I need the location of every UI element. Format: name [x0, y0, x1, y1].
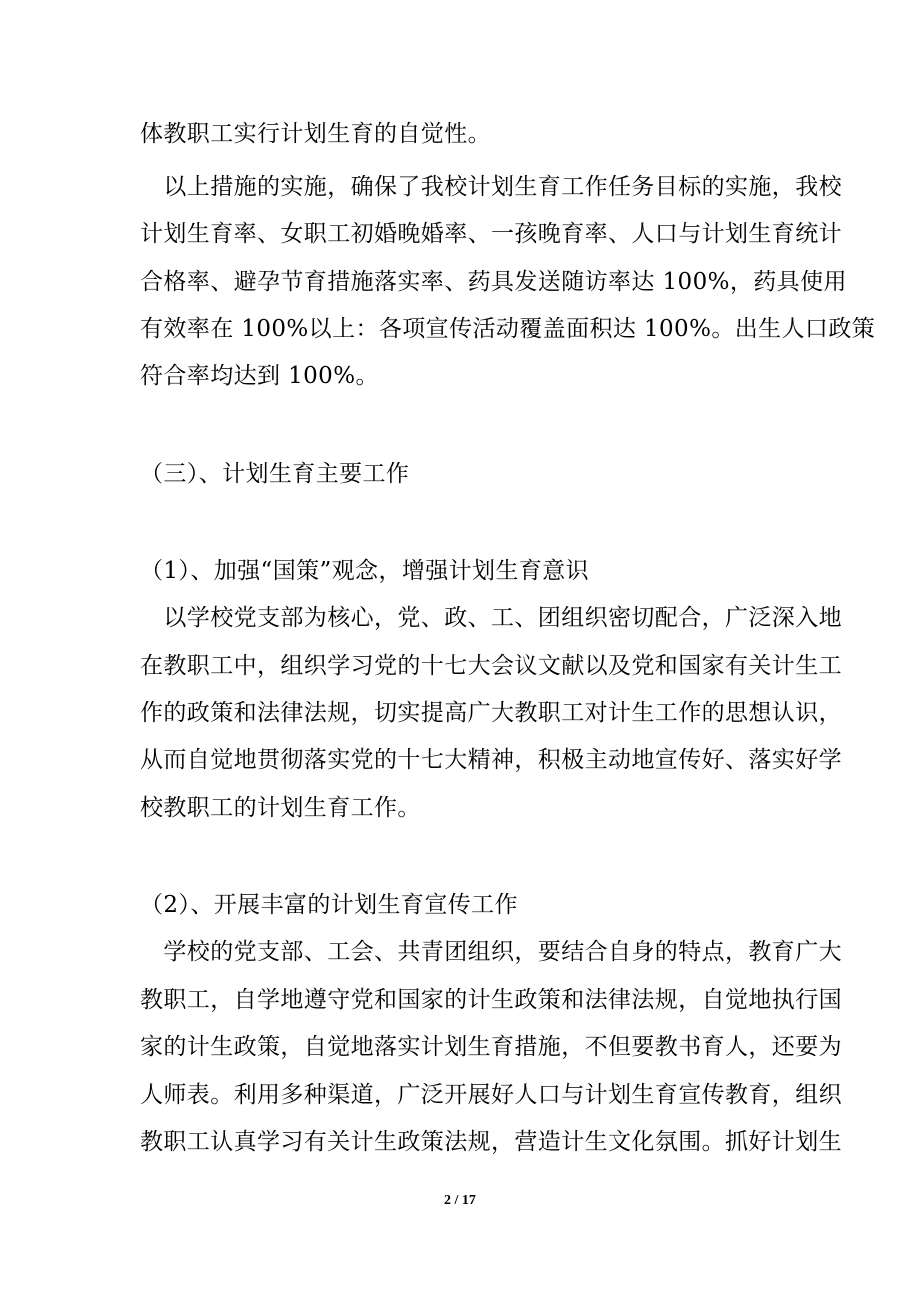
text-line: 符合率均达到 100%。 [140, 363, 379, 389]
text-line: 教职工，自学地遵守党和国家的计生政策和法律法规，自觉地执行国 [140, 987, 842, 1013]
text-line: 校教职工的计划生育工作。 [140, 795, 421, 821]
text-line: 合格率、避孕节育措施落实率、药具发送随访率达 100%，药具使用 [140, 269, 847, 295]
text-line: 作的政策和法律法规，切实提高广大教职工对计生工作的思想认识， [140, 700, 842, 726]
text-line: 家的计生政策，自觉地落实计划生育措施，不但要教书育人，还要为 [140, 1034, 842, 1060]
text-line: 人师表。利用多种渠道，广泛开展好人口与计划生育宣传教育，组织 [140, 1082, 842, 1108]
page-number: 2 / 17 [444, 1193, 476, 1208]
text-line: 学校的党支部、工会、共青团组织，要结合自身的特点，教育广大 [140, 939, 842, 965]
text-line: 以学校党支部为核心，党、政、工、团组织密切配合，广泛深入地 [140, 605, 842, 631]
text-line: 在教职工中，组织学习党的十七大会议文献以及党和国家有关计生工 [140, 653, 842, 679]
subsection-heading: （2）、开展丰富的计划生育宣传工作 [140, 892, 518, 918]
text-line: 教职工认真学习有关计生政策法规，营造计生文化氛围。抓好计划生 [140, 1129, 842, 1155]
section-heading: （三）、计划生育主要工作 [140, 461, 410, 487]
text-line: 有效率在 100%以上：各项宣传活动覆盖面积达 100%。出生人口政策 [140, 316, 876, 342]
subsection-heading: （1）、加强“国策”观念，增强计划生育意识 [140, 558, 590, 584]
text-line: 从而自觉地贯彻落实党的十七大精神，积极主动地宣传好、落实好学 [140, 747, 842, 773]
text-line: 体教职工实行计划生育的自觉性。 [140, 121, 491, 147]
text-line: 计划生育率、女职工初婚晚婚率、一孩晚育率、人口与计划生育统计 [140, 221, 842, 247]
text-line: 以上措施的实施，确保了我校计划生育工作任务目标的实施，我校 [140, 174, 842, 200]
